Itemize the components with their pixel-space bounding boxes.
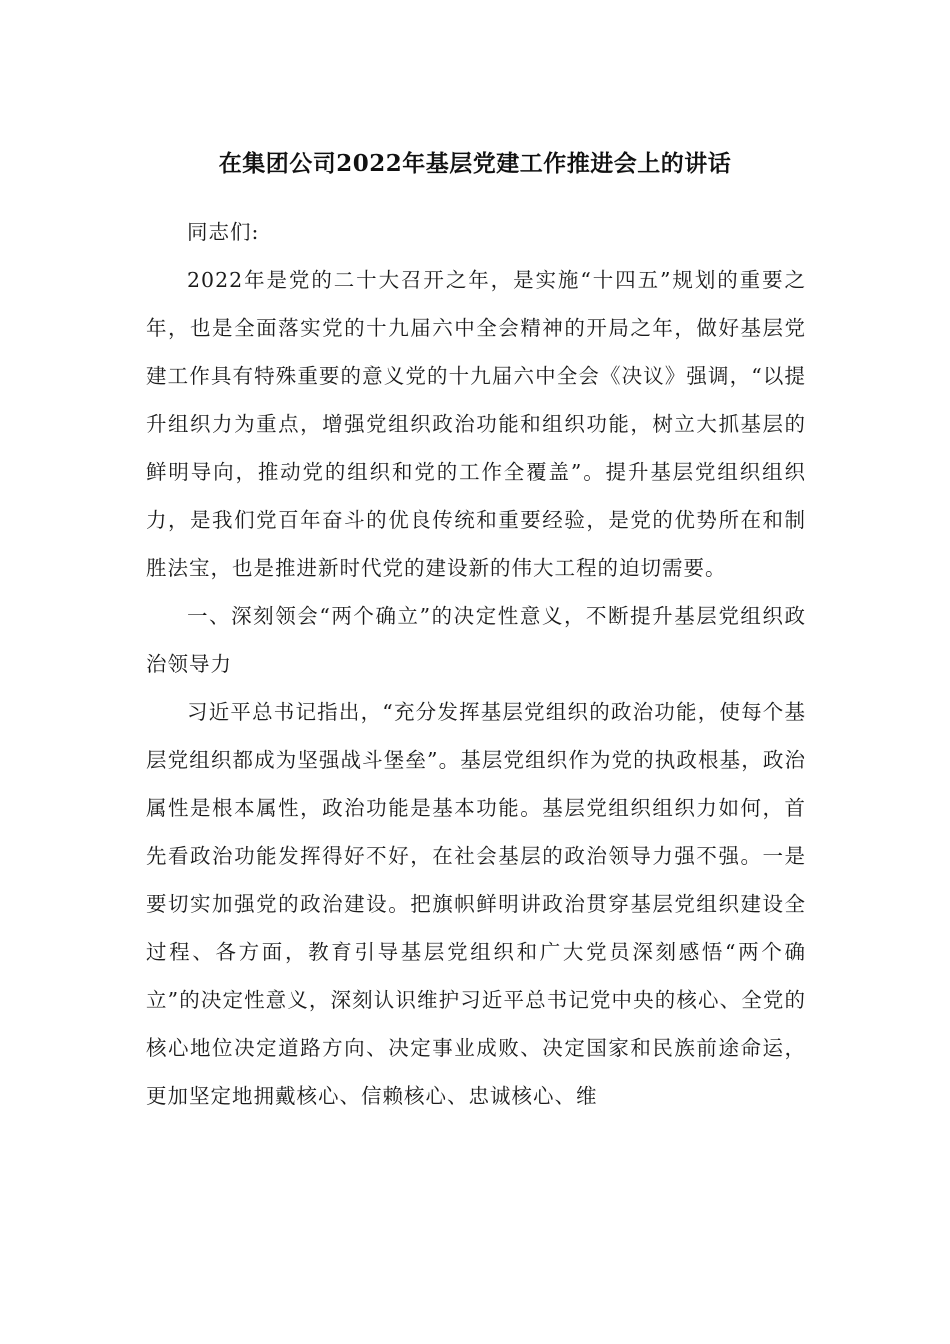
body-paragraph: 习近平总书记指出，“充分发挥基层党组织的政治功能，使每个基层党组织都成为坚强战斗堡垒”。基层党组织作为党的执政根基，政治属性是根本属性，政治功能是基本功能。基层党组织组织力如何，首先看政治功能发挥得好不好，在社会基层的政治领导力强不强。一是要切实加强党的政治建设。把旗帜鲜明讲政治贯穿基层党组织建设全过程、各方面，教育引导基层党组织和广大党员深刻感悟“两个确立”的决定性意义，深刻认识维护习近平总书记党中央的核心、全党的核心地位决定道路方向、决定事业成败、决定国家和民族前途命运，更加坚定地拥戴核心、信赖核心、忠诚核心、维 [146,700,806,1108]
intro-paragraph: 2022年是党的二十大召开之年，是实施“十四五”规划的重要之年，也是全面落实党的十九届六中全会精神的开局之年，做好基层党建工作具有特殊重要的意义党的十九届六中全会《决议》强调，“以提升组织力为重点，增强党组织政治功能和组织功能，树立大抓基层的鲜明导向，推动党的组织和党的工作全覆盖”。提升基层党组织组织力，是我们党百年奋斗的优良传统和重要经验，是党的优势所在和制胜法宝，也是推进新时代党的建设新的伟大工程的迫切需要。 [146,268,806,580]
document-body [146,208,806,1120]
section-heading-paragraph: 一、深刻领会“两个确立”的决定性意义，不断提升基层党组织政治领导力 [146,604,806,676]
document-title: 在集团公司2022年基层党建工作推进会上的讲话 [218,150,732,177]
salutation-paragraph: 同志们: [187,220,260,244]
